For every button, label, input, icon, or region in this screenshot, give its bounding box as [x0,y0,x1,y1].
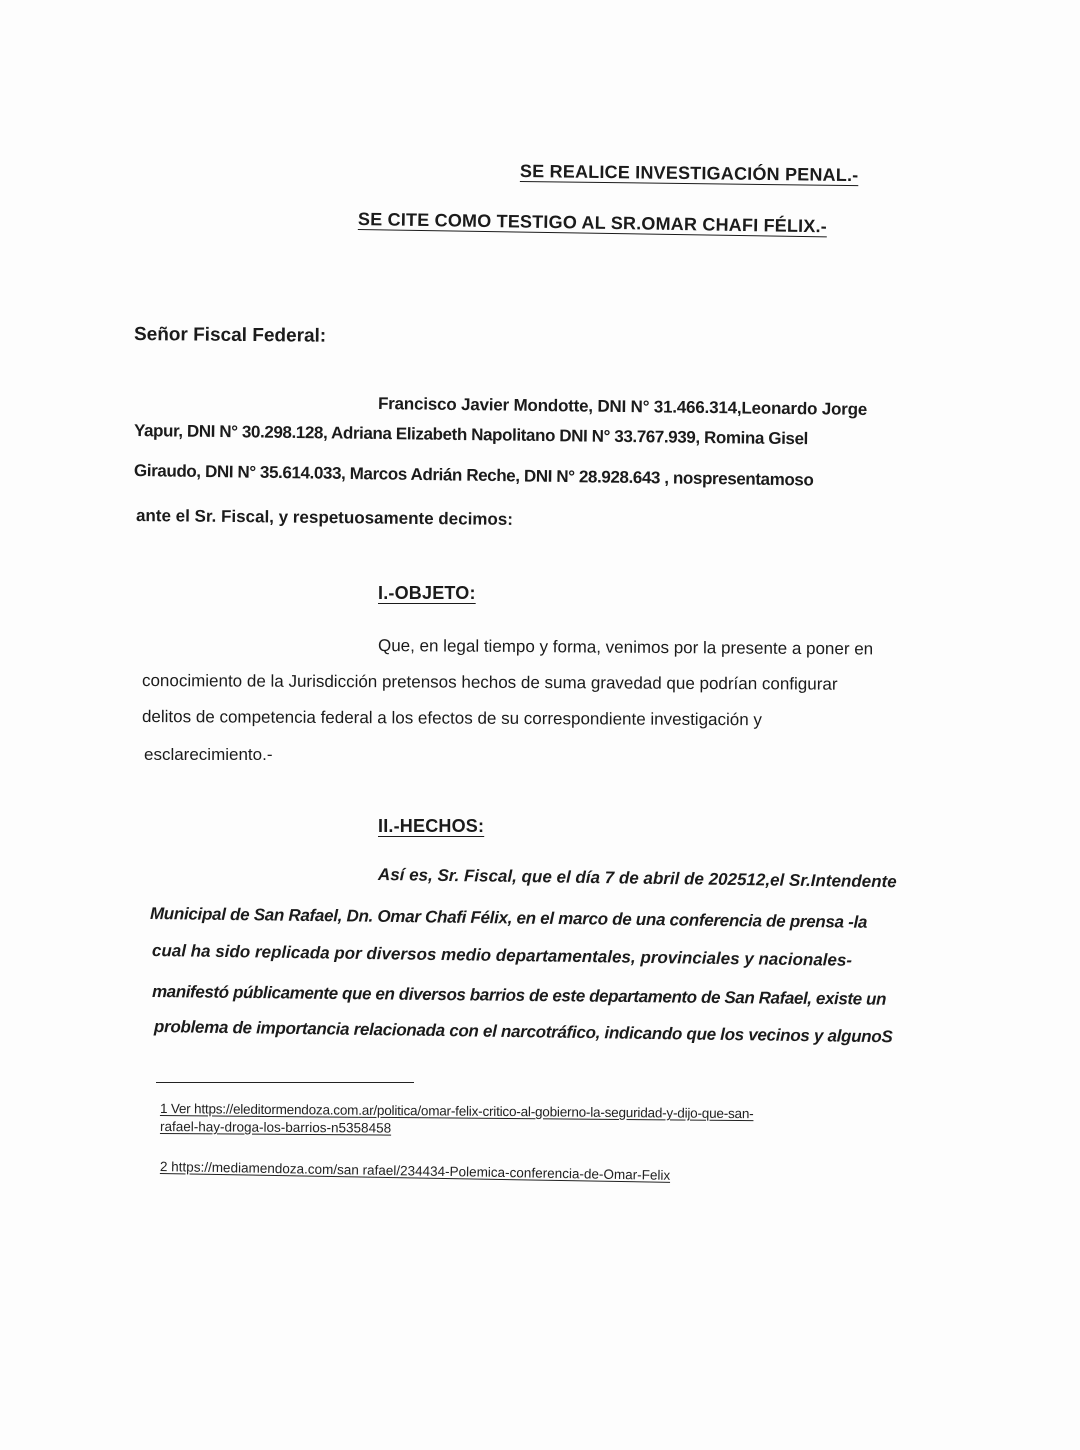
intro-line-3: Giraudo, DNI N° 35.614.033, Marcos Adrián Reche, DNI N° 28.928.643 , nospresentamoso [133,461,814,490]
objeto-line-1: Que, en legal tiempo y forma, venimos por la presente a poner en [377,636,874,659]
hechos-line-2: Municipal de San Rafael, Dn. Omar Chafi Félix, en el marco de una conferencia de prensa -la [149,904,868,932]
objeto-line-3: delitos de competencia federal a los efectos de su correspondiente investigación y [141,707,762,730]
hechos-line-5: problema de importancia relacionada con el narcotráfico, indicando que los vecinos y algunoS [153,1017,893,1047]
intro-line-4: ante el Sr. Fiscal, y respetuosamente decimos: [135,506,514,529]
hechos-line-1: Así es, Sr. Fiscal, que el día 7 de abril de 202512,el Sr.Intendente [377,865,897,892]
section-title-hechos: II.-HECHOS: [378,816,485,836]
hechos-line-3: cual ha sido replicada por diversos medio departamentales, provinciales y nacionales- [151,941,853,970]
footnote-2[interactable]: 2 https://mediamendoza.com/san rafael/234434-Polemica-conferencia-de-Omar-Felix [159,1159,671,1183]
intro-line-1: Francisco Javier Mondotte, DNI N° 31.466.314,Leonardo Jorge [377,394,868,419]
footnote-separator [156,1082,414,1083]
footnote-1-line-2[interactable]: rafael-hay-droga-los-barrios-n5358458 [159,1119,392,1136]
footnote-1-line-1[interactable]: 1 Ver https://eleditormendoza.com.ar/politica/omar-felix-critico-al-gobierno-la-seguridad-y-dijo-que-san- [159,1101,754,1122]
request-heading-investigation: SE REALICE INVESTIGACIÓN PENAL.- [519,161,859,186]
request-heading-witness: SE CITE COMO TESTIGO AL SR.OMAR CHAFI FÉLIX.- [357,209,828,237]
objeto-line-2: conocimiento de la Jurisdicción pretensos hechos de suma gravedad que podrían configurar [141,671,838,694]
section-title-objeto: I.-OBJETO: [378,583,476,603]
salutation: Señor Fiscal Federal: [133,324,327,347]
intro-line-2: Yapur, DNI N° 30.298.128, Adriana Elizabeth Napolitano DNI N° 33.767.939, Romina Gisel [133,421,809,449]
objeto-line-4: esclarecimiento.- [144,745,273,764]
hechos-line-4: manifestó públicamente que en diversos barrios de este departamento de San Rafael, existe un [151,982,887,1009]
